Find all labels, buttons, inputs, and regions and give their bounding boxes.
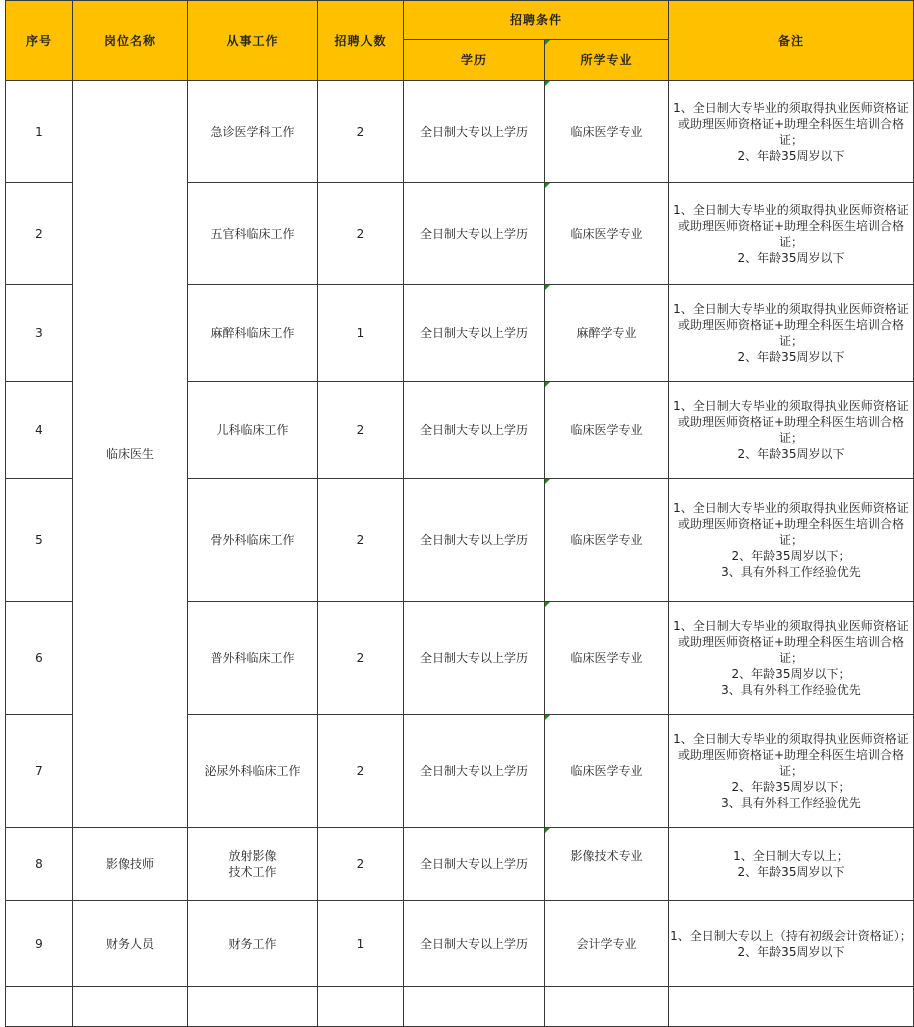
cell-remarks-text: 1、全日制大专以上（持有初级会计资格证）； 2、年龄35周岁以下 <box>670 928 912 959</box>
cell-work[interactable]: 五官科临床工作 <box>188 183 318 285</box>
cell-count[interactable]: 2 <box>318 81 404 183</box>
empty-cell[interactable] <box>73 987 188 1027</box>
cell-remarks-text: 1、全日制大专毕业的须取得执业医师资格证或助理医师资格证+助理全科医生培训合格证； 2、年龄35周岁以下； 3、具有外科工作经验优先 <box>673 501 909 579</box>
cell-work[interactable]: 麻醉科临床工作 <box>188 285 318 382</box>
comment-marker <box>545 382 550 387</box>
cell-remarks[interactable] <box>669 602 914 715</box>
cell-work[interactable]: 普外科临床工作 <box>188 602 318 715</box>
cell-remarks-text: 1、全日制大专毕业的须取得执业医师资格证或助理医师资格证+助理全科医生培训合格证； 2、年龄35周岁以下； 3、具有外科工作经验优先 <box>673 619 909 697</box>
cell-position-finance[interactable]: 财务人员 <box>73 901 188 987</box>
cell-education[interactable]: 全日制大专以上学历 <box>404 901 545 987</box>
cell-index[interactable]: 6 <box>6 602 73 715</box>
table-row <box>6 901 914 987</box>
empty-cell[interactable] <box>669 987 914 1027</box>
cell-index[interactable]: 7 <box>6 715 73 828</box>
cell-count[interactable]: 2 <box>318 479 404 602</box>
cell-position-clinical[interactable]: 临床医生 <box>73 81 188 828</box>
header-count[interactable]: 招聘人数 <box>318 1 404 81</box>
cell-remarks[interactable] <box>669 828 914 901</box>
header-major-label: 所学专业 <box>580 53 633 67</box>
cell-major-label: 临床医学专业 <box>570 226 643 241</box>
cell-major-label: 影像技术专业 <box>570 849 643 863</box>
cell-major[interactable] <box>545 602 669 715</box>
empty-cell[interactable] <box>6 987 73 1027</box>
cell-major[interactable]: 会计学专业 <box>545 901 669 987</box>
cell-work[interactable]: 泌尿外科临床工作 <box>188 715 318 828</box>
comment-marker <box>545 715 550 720</box>
comment-marker <box>545 479 550 484</box>
comment-marker <box>545 285 550 290</box>
cell-major-label: 临床医学专业 <box>570 423 643 437</box>
cell-major[interactable] <box>545 382 669 479</box>
cell-education[interactable]: 全日制大专以上学历 <box>404 382 545 479</box>
header-position[interactable]: 岗位名称 <box>73 1 188 81</box>
cell-major-label: 临床医学专业 <box>570 533 643 547</box>
cell-remarks[interactable] <box>669 183 914 285</box>
cell-remarks[interactable] <box>669 285 914 382</box>
header-conditions[interactable]: 招聘条件 <box>404 1 669 40</box>
comment-marker <box>545 40 550 45</box>
cell-major[interactable] <box>545 183 669 285</box>
cell-remarks[interactable] <box>669 81 914 183</box>
empty-cell[interactable] <box>545 987 669 1027</box>
cell-position-imaging[interactable]: 影像技师 <box>73 828 188 901</box>
cell-count[interactable]: 1 <box>318 901 404 987</box>
cell-work[interactable]: 儿科临床工作 <box>188 382 318 479</box>
cell-index[interactable]: 2 <box>6 183 73 285</box>
comment-marker <box>545 828 550 833</box>
cell-remarks-text: 1、全日制大专毕业的须取得执业医师资格证或助理医师资格证+助理全科医生培训合格证； 2、年龄35周岁以下； 3、具有外科工作经验优先 <box>673 732 909 810</box>
cell-work[interactable]: 骨外科临床工作 <box>188 479 318 602</box>
cell-work[interactable] <box>188 828 318 901</box>
cell-major-label: 临床医学专业 <box>570 764 643 778</box>
cell-education[interactable]: 全日制大专以上学历 <box>404 479 545 602</box>
header-remarks[interactable]: 备注 <box>669 1 914 81</box>
cell-work-text: 放射影像 技术工作 <box>228 849 277 879</box>
cell-education[interactable]: 全日制大专以上学历 <box>404 715 545 828</box>
cell-major[interactable] <box>545 81 669 183</box>
cell-index[interactable]: 3 <box>6 285 73 382</box>
cell-count[interactable]: 2 <box>318 715 404 828</box>
cell-education[interactable]: 全日制大专以上学历 <box>404 602 545 715</box>
cell-index[interactable]: 9 <box>6 901 73 987</box>
header-index[interactable]: 序号 <box>6 1 73 81</box>
header-work[interactable]: 从事工作 <box>188 1 318 81</box>
cell-education[interactable]: 全日制大专以上学历 <box>404 828 545 901</box>
cell-remarks[interactable] <box>669 901 914 987</box>
cell-index[interactable]: 5 <box>6 479 73 602</box>
cell-work[interactable]: 财务工作 <box>188 901 318 987</box>
cell-education[interactable]: 全日制大专以上学历 <box>404 285 545 382</box>
cell-major[interactable] <box>545 285 669 382</box>
cell-work[interactable]: 急诊医学科工作 <box>188 81 318 183</box>
cell-major-label: 临床医学专业 <box>570 124 643 139</box>
cell-index[interactable]: 1 <box>6 81 73 183</box>
cell-remarks[interactable] <box>669 382 914 479</box>
empty-cell[interactable] <box>318 987 404 1027</box>
cell-major[interactable] <box>545 828 669 901</box>
cell-remarks[interactable] <box>669 715 914 828</box>
cell-remarks-text: 1、全日制大专以上； 2、年龄35周岁以下 <box>733 849 849 879</box>
table-row <box>6 828 914 901</box>
empty-cell[interactable] <box>188 987 318 1027</box>
cell-index[interactable]: 8 <box>6 828 73 901</box>
empty-row <box>6 987 914 1027</box>
cell-count[interactable]: 2 <box>318 828 404 901</box>
cell-count[interactable]: 1 <box>318 285 404 382</box>
cell-education[interactable]: 全日制大专以上学历 <box>404 81 545 183</box>
comment-marker <box>545 81 550 86</box>
comment-marker <box>545 183 550 188</box>
cell-remarks-text: 1、全日制大专毕业的须取得执业医师资格证或助理医师资格证+助理全科医生培训合格证； 2、年龄35周岁以下 <box>673 399 909 461</box>
cell-major[interactable] <box>545 715 669 828</box>
cell-major-label: 临床医学专业 <box>570 651 643 665</box>
empty-cell[interactable] <box>404 987 545 1027</box>
comment-marker <box>545 602 550 607</box>
table-row <box>6 81 914 183</box>
cell-count[interactable]: 2 <box>318 602 404 715</box>
cell-remarks-text: 1、全日制大专毕业的须取得执业医师资格证或助理医师资格证+助理全科医生培训合格证； 2、年龄35周岁以下 <box>673 202 909 265</box>
cell-education[interactable]: 全日制大专以上学历 <box>404 183 545 285</box>
cell-count[interactable]: 2 <box>318 382 404 479</box>
cell-count[interactable]: 2 <box>318 183 404 285</box>
cell-major[interactable] <box>545 479 669 602</box>
header-education[interactable]: 学历 <box>404 40 545 81</box>
cell-index[interactable]: 4 <box>6 382 73 479</box>
cell-remarks-text: 1、全日制大专毕业的须取得执业医师资格证或助理医师资格证+助理全科医生培训合格证； 2、年龄35周岁以下 <box>673 302 909 364</box>
header-major[interactable] <box>545 40 669 81</box>
cell-remarks-text: 1、全日制大专毕业的须取得执业医师资格证或助理医师资格证+助理全科医生培训合格证； 2、年龄35周岁以下 <box>673 100 909 163</box>
cell-major-label: 麻醉学专业 <box>576 326 637 340</box>
cell-remarks[interactable] <box>669 479 914 602</box>
recruitment-table <box>5 0 914 1027</box>
